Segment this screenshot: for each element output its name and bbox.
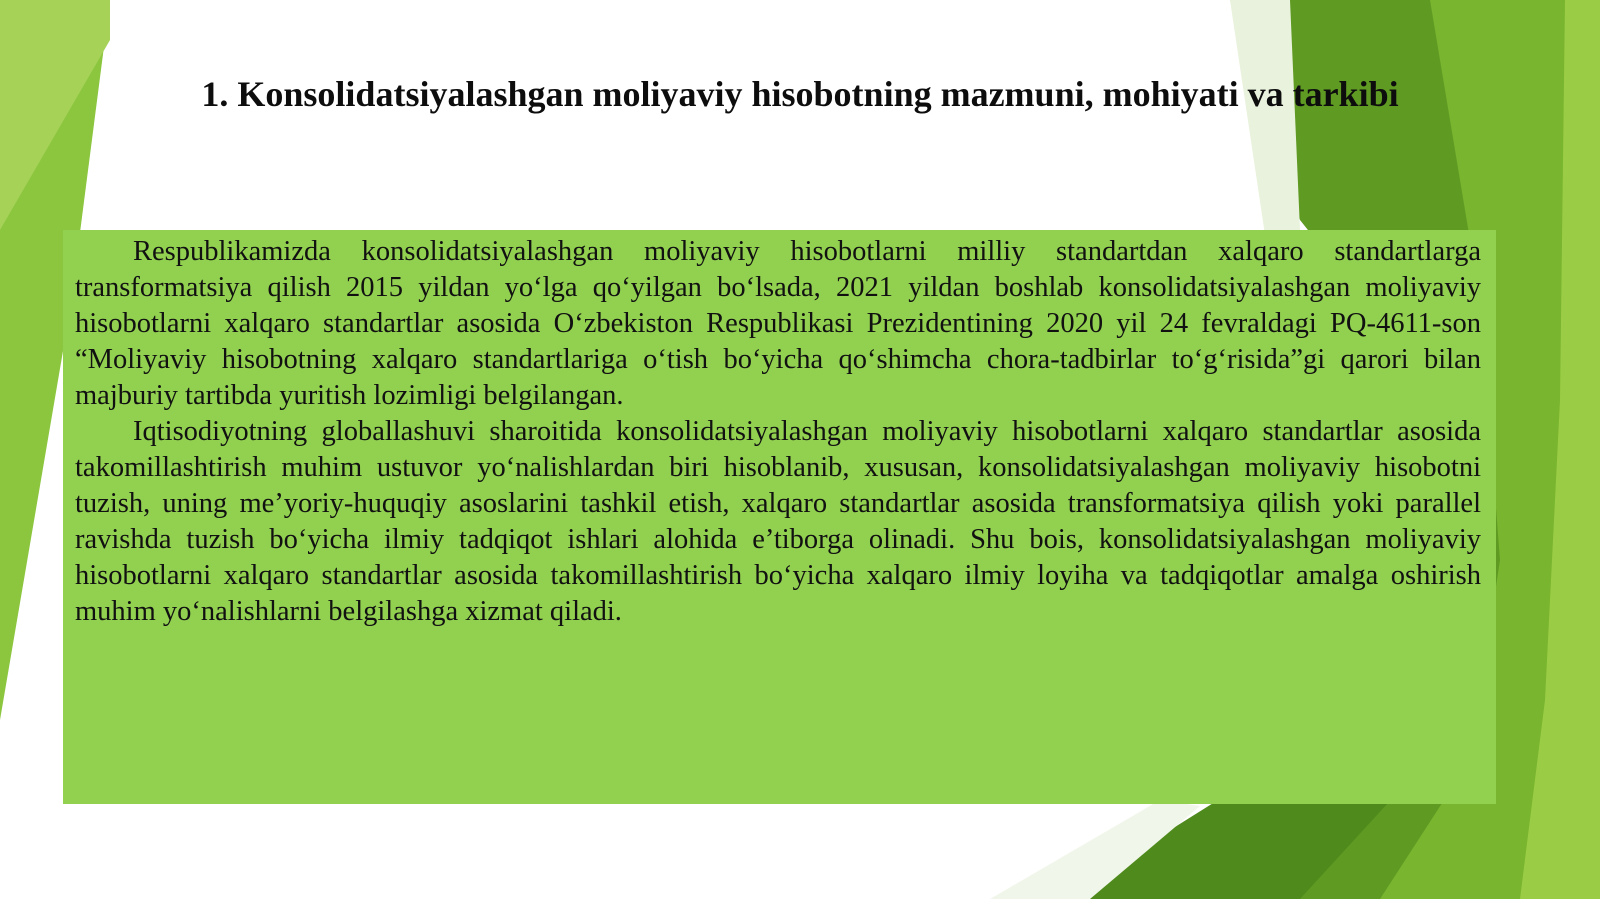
paragraph-2: Iqtisodiyotning globallashuvi sharoitida konsolidatsiyalashgan moliyaviy hisobotlarni xalqaro standartlar asosida takomillashtirish muhim ustuvor yo‘nalishlardan biri hisoblanib, xususan, konsolidatsiyalashgan moliyaviy hisobotni tuzish, uning me’yoriy-huquqiy asoslarini tashkil etish, xalqaro standartlar asosida transformatsiya qilish yoki parallel ravishda tuzish bo‘yicha ilmiy tadqiqot ishlari alohida e’tiborga olinadi. Shu bois, konsolidatsiyalashgan moliyaviy hisobotlarni xalqaro standartlar asosida takomillashtirish bo‘yicha xalqaro ilmiy loyiha va tadqiqotlar amalga oshirish muhim yo‘nalishlarni belgilashga xizmat qiladi.	[75, 416, 1481, 627]
content-box	[63, 230, 1496, 804]
slide-title: 1. Konsolidatsiyalashgan moliyaviy hisobotning mazmuni, mohiyati va tarkibi	[201, 74, 1399, 114]
paragraph-1: Respublikamizda konsolidatsiyalashgan moliyaviy hisobotlarni milliy standartdan xalqaro standartlarga transformatsiya qilish 2015 yildan yo‘lga qo‘yilgan bo‘lsada, 2021 yildan boshlab konsolidatsiyalashgan moliyaviy hisobotlarni xalqaro standartlar asosida O‘zbekiston Respublikasi Prezidentining 2020 yil 24 fevraldagi PQ-4611-son “Moliyaviy hisobotning xalqaro standartlariga o‘tish bo‘yicha qo‘shimcha chora-tadbirlar to‘g‘risida”gi qarori bilan majburiy tartibda yuritish lozimligi belgilangan.	[75, 236, 1481, 411]
